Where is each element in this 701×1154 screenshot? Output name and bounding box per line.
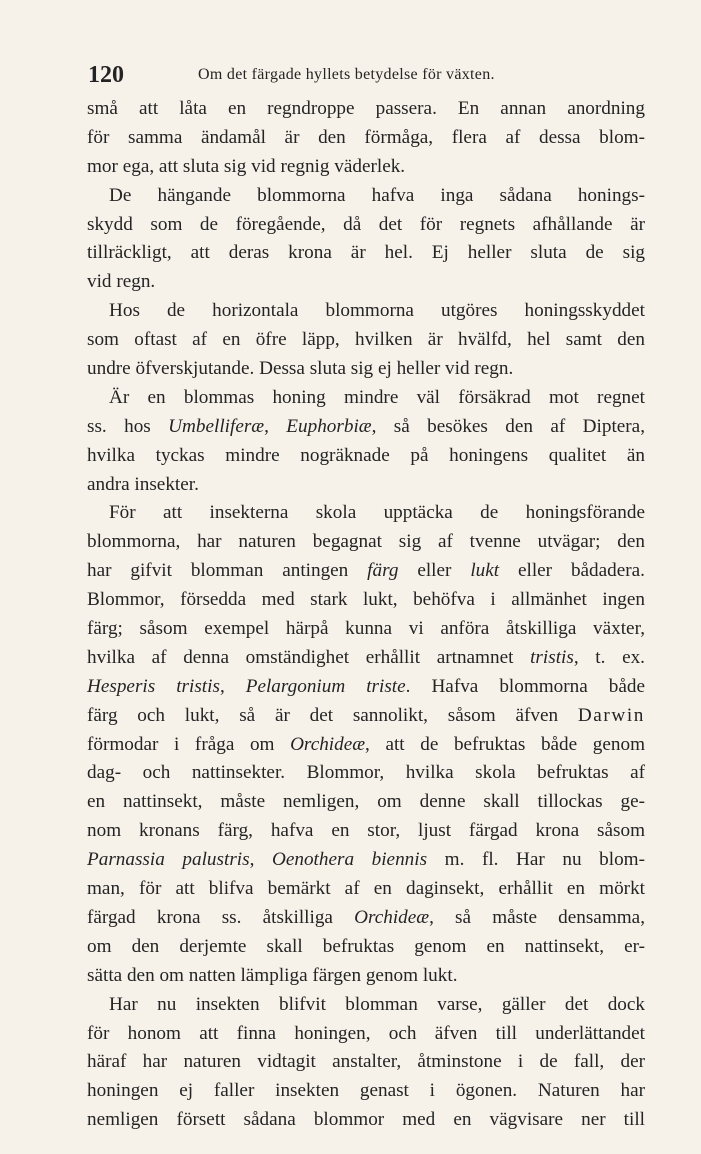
italic-term: Hesperis tristis: [87, 675, 220, 697]
text-line: [87, 297, 645, 326]
text-run: tillräckligt, att deras krona är hel. Ej heller sluta de sig: [87, 242, 645, 264]
text-run: , så måste densamma,: [429, 906, 645, 928]
text-run: hvilka tyckas mindre nogräknade på honingens qualitet än: [87, 444, 645, 466]
text-run: för samma ändamål är den förmåga, flera af dessa blom-: [87, 126, 645, 148]
text-line: [87, 962, 645, 991]
text-run: mor ega, att sluta sig vid regnig väderlek.: [87, 155, 406, 177]
text-run: färgad krona ss. åtskilliga: [87, 906, 355, 928]
text-run: skydd som de föregående, då det för regnets afhållande är: [87, 213, 645, 235]
page-header: [88, 60, 648, 90]
spaced-name: Darwin: [577, 704, 645, 726]
text-line: [87, 904, 645, 933]
text-run: De hängande blommorna hafva inga sådana honings-: [109, 184, 645, 206]
text-run: ss. hos: [87, 415, 169, 437]
text-run: Är en blommas honing mindre väl försäkrad mot regnet: [109, 386, 645, 408]
italic-term: Umbelliferæ: [168, 415, 265, 437]
text-run: förmodar i fråga om: [87, 733, 291, 755]
text-run: en nattinsekt, måste nemligen, om denne skall tillockas ge-: [87, 791, 645, 813]
text-run: har gifvit blomman antingen: [87, 560, 368, 582]
text-run: undre öfverskjutande. Dessa sluta sig ej heller vid regn.: [87, 358, 514, 380]
text-line: [87, 817, 645, 846]
text-line: [87, 991, 645, 1020]
text-run: färg och lukt, så är det sannolikt, såsom äfven: [87, 704, 578, 726]
body-text: [87, 95, 645, 1135]
text-line: [87, 933, 645, 962]
text-line: [87, 731, 645, 760]
text-run: vid regn.: [87, 271, 156, 293]
text-line: [87, 326, 645, 355]
text-run: som oftast af en öfre läpp, hvilken är hvälfd, hel samt den: [87, 329, 645, 351]
text-run: nom kronans färg, hafva en stor, ljust färgad krona såsom: [87, 820, 645, 842]
text-line: [87, 182, 645, 211]
text-run: eller: [398, 560, 471, 582]
text-run: man, för att blifva bemärkt af en daginsekt, erhållit en mörkt: [87, 878, 645, 900]
text-line: [87, 384, 645, 413]
text-line: [87, 1020, 645, 1049]
text-line: [87, 702, 645, 731]
text-line: [87, 673, 645, 702]
text-line: [87, 268, 645, 297]
italic-term: Orchideæ: [354, 906, 430, 928]
text-run: Har nu insekten blifvit blomman varse, gäller det dock: [109, 993, 645, 1015]
text-run: , att de befruktas både genom: [365, 733, 645, 755]
text-line: [87, 1106, 645, 1135]
text-line: [87, 95, 645, 124]
text-line: [87, 788, 645, 817]
text-run: nemligen försett sådana blommor med en vägvisare ner till: [87, 1109, 645, 1131]
text-run: eller bådadera.: [499, 560, 645, 582]
running-title: Om det färgade hyllets betydelse för växten.: [198, 66, 495, 83]
text-line: [87, 499, 645, 528]
text-run: , så besökes den af Diptera,: [371, 415, 645, 437]
text-line: [87, 413, 645, 442]
text-line: [87, 557, 645, 586]
italic-term: Oenothera biennis: [271, 849, 428, 871]
italic-term: lukt: [470, 560, 500, 582]
text-line: [87, 355, 645, 384]
italic-term: Euphorbiæ: [286, 415, 372, 437]
text-run: häraf har naturen vidtagit anstalter, åtminstone i de fall, der: [87, 1051, 645, 1073]
text-line: [87, 1077, 645, 1106]
text-run: ,: [264, 415, 287, 437]
page-number: 120: [88, 62, 124, 88]
text-run: . Hafva blommorna både: [405, 675, 645, 697]
text-run: ,: [219, 675, 246, 697]
italic-term: tristis: [530, 646, 574, 668]
text-run: Hos de horizontala blommorna utgöres honingsskyddet: [109, 300, 645, 322]
text-run: ,: [249, 849, 272, 871]
text-line: [87, 124, 645, 153]
text-run: dag- och nattinsekter. Blommor, hvilka skola befruktas af: [87, 762, 645, 784]
text-line: [87, 759, 645, 788]
text-run: , t. ex.: [573, 646, 645, 668]
italic-term: Pelargonium triste: [245, 675, 406, 697]
text-line: [87, 615, 645, 644]
text-line: [87, 239, 645, 268]
text-run: om den derjemte skall befruktas genom en nattinsekt, er-: [87, 935, 645, 957]
italic-term: Orchideæ: [290, 733, 366, 755]
text-line: [87, 846, 645, 875]
text-line: [87, 528, 645, 557]
text-run: honingen ej faller insekten genast i ögonen. Naturen har: [87, 1080, 645, 1102]
text-run: För att insekterna skola upptäcka de honingsförande: [109, 502, 645, 524]
text-line: [87, 1048, 645, 1077]
text-line: [87, 442, 645, 471]
text-line: [87, 153, 645, 182]
text-run: färg; såsom exempel härpå kunna vi anföra åtskilliga växter,: [87, 618, 645, 640]
italic-term: färg: [367, 560, 399, 582]
text-run: m. fl. Har nu blom-: [427, 849, 645, 871]
text-run: Blommor, försedda med stark lukt, behöfva i allmänhet ingen: [87, 589, 645, 611]
text-line: [87, 586, 645, 615]
text-run: hvilka af denna omständighet erhållit artnamnet: [87, 646, 531, 668]
text-run: andra insekter.: [87, 473, 199, 495]
text-line: [87, 211, 645, 240]
text-line: [87, 471, 645, 500]
text-line: [87, 644, 645, 673]
text-run: små att låta en regndroppe passera. En annan anordning: [87, 98, 645, 119]
text-run: sätta den om natten lämpliga färgen genom lukt.: [87, 964, 458, 986]
text-run: blommorna, har naturen begagnat sig af tvenne utvägar; den: [87, 531, 645, 553]
text-line: [87, 875, 645, 904]
italic-term: Parnassia palustris: [87, 849, 250, 871]
text-run: för honom att finna honingen, och äfven till underlättandet: [87, 1022, 645, 1044]
